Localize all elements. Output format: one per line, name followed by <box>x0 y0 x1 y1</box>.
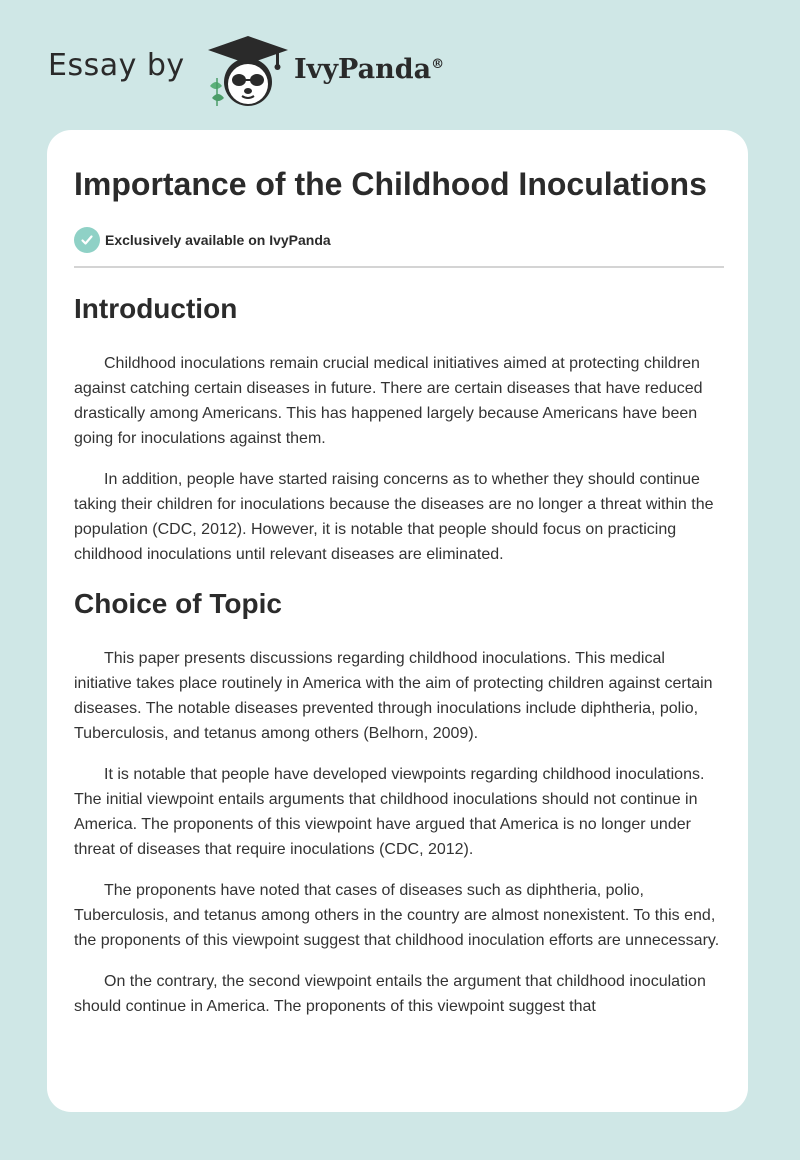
essay-by-label: Essay by <box>48 48 185 83</box>
check-circle-icon <box>74 227 100 253</box>
paragraph: In addition, people have started raising concerns as to whether they should continue taking their children for inoculations because the diseases are no longer a threat within the population (CDC, 2012). However, it is notable that people should focus on practicing childhood inoculations until relevant diseases are eliminated. <box>74 471 714 563</box>
brand-name: IvyPanda® <box>294 54 445 85</box>
essay-content <box>74 164 724 1019</box>
paragraph: This paper presents discussions regarding childhood inoculations. This medical initiative takes place routinely in America with the aim of protecting children against certain diseases. The notable diseases prevented through inoculations include diphtheria, polio, Tuberculosis, and tetanus among others (Belhorn, 2009). <box>74 650 713 742</box>
exclusive-badge-label: Exclusively available on IvyPanda <box>105 232 331 248</box>
title-divider <box>74 266 724 268</box>
essay-title: Importance of the Childhood Inoculations <box>74 166 707 202</box>
paragraph: On the contrary, the second viewpoint entails the argument that childhood inoculation should continue in America. The proponents of this viewpoint suggest that <box>74 973 706 1015</box>
paragraph: Childhood inoculations remain crucial medical initiatives aimed at protecting children against catching certain diseases in future. There are certain diseases that have reduced drastically among Americans. This has happened largely because Americans have been going for inoculations against them. <box>74 355 703 447</box>
paragraph: It is notable that people have developed viewpoints regarding childhood inoculations. The initial viewpoint entails arguments that childhood inoculations should not continue in America. The proponents of this viewpoint have argued that America is no longer under threat of diseases that require inoculations (CDC, 2012). <box>74 766 705 858</box>
section-heading-introduction: Introduction <box>74 293 238 324</box>
section-heading-choice-of-topic: Choice of Topic <box>74 588 282 619</box>
exclusive-badge <box>74 227 724 253</box>
panda-logo-icon <box>200 34 296 110</box>
paragraph: The proponents have noted that cases of diseases such as diphtheria, polio, Tuberculosis, and tetanus among others in the country are almost nonexistent. To this end, the proponents of this viewpoint suggest that childhood inoculation efforts are unnecessary. <box>74 882 720 949</box>
essay-card <box>47 130 748 1112</box>
site-header <box>48 30 508 110</box>
